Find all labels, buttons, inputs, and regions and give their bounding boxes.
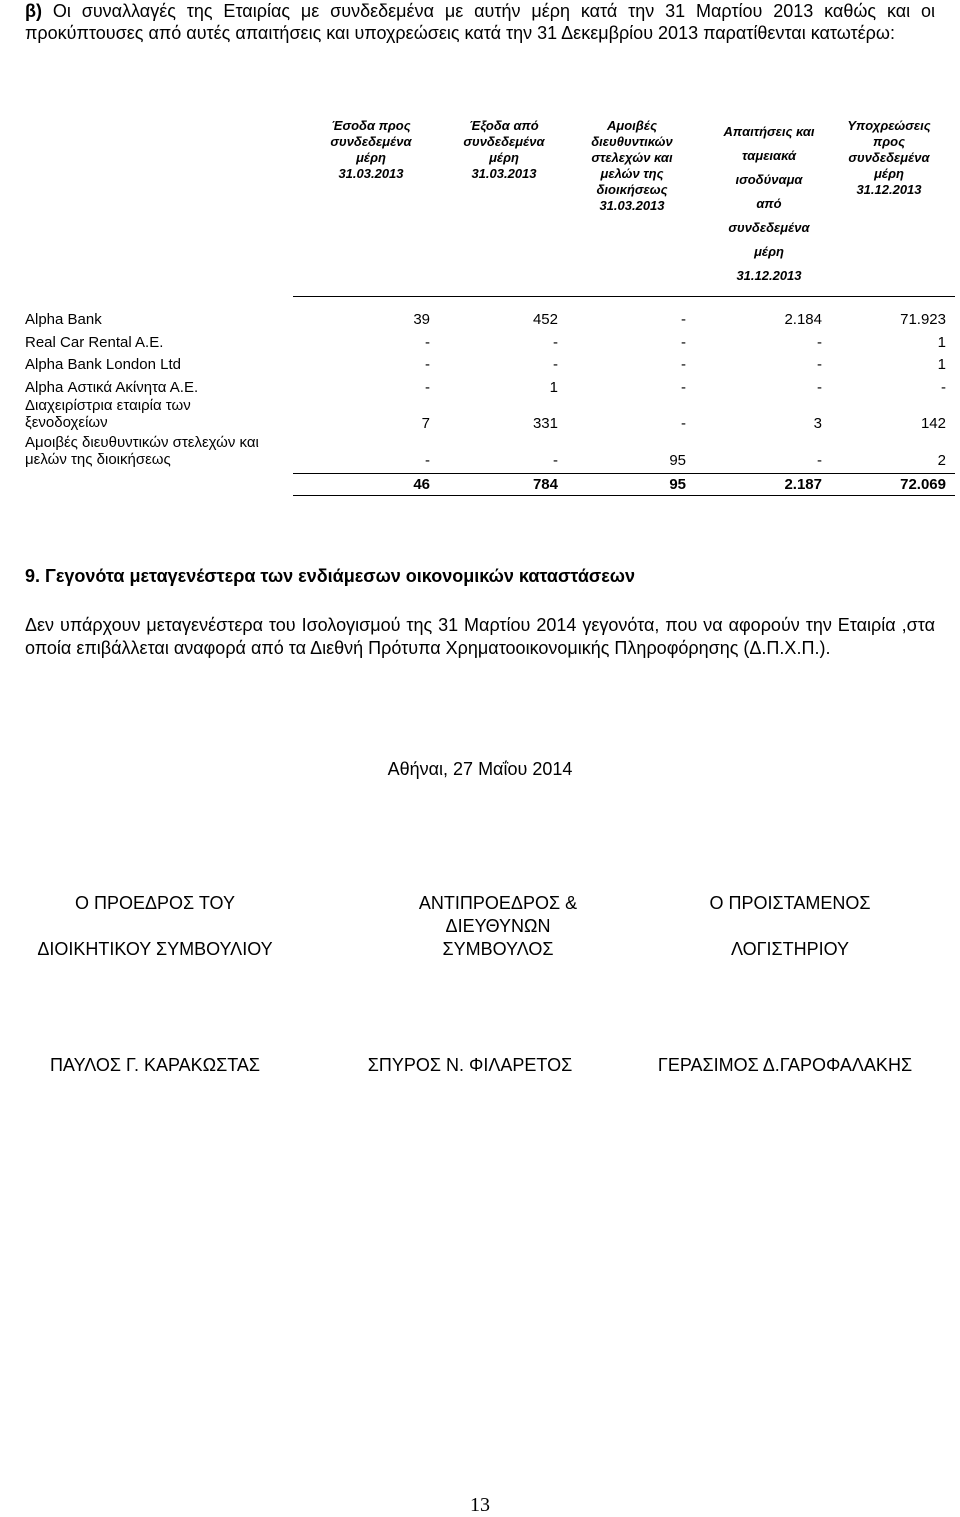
total-cell: 784 (532, 476, 558, 493)
column-header-management-fees: Αμοιβές διευθυντικών στελεχών και μελών της διοικήσεως 31.03.2013 (591, 118, 673, 213)
section-body: Δεν υπάρχουν μεταγενέστερα του Ισολογισμού της 31 Μαρτίου 2014 γεγονότα, που να αφορούν την Εταιρία ,στα οποία επιβάλλεται αναφορά από τα Διεθνή Πρότυπα Χρηματοοικονομικής Πληροφόρησης (Δ.Π.Χ.Π.). (25, 615, 935, 658)
signature-title-chairman: Ο ΠΡΟΕΔΡΟΣ ΤΟΥ ΔΙΟΙΚΗΤΙΚΟΥ ΣΥΜΒΟΥΛΙΟΥ (37, 893, 273, 959)
table-cell: 1 (937, 356, 946, 373)
row-label-alpha-bank-london: Alpha Bank London Ltd (25, 356, 181, 373)
table-cell: - (817, 452, 822, 469)
table-cell: - (425, 334, 430, 351)
total-cell: 46 (413, 476, 430, 493)
column-header-expenses: Έξοδα από συνδεδεμένα μέρη 31.03.2013 (463, 118, 545, 181)
table-cell: - (425, 452, 430, 469)
table-cell: 1 (937, 334, 946, 351)
table-cell: - (941, 379, 946, 396)
signature-title-chief-accountant: Ο ΠΡΟΙΣΤΑΜΕΝΟΣ ΛΟΓΙΣΤΗΡΙΟΥ (709, 893, 871, 959)
row-label-management-fees: Αμοιβές διευθυντικών στελεχών και μελών της διοικήσεως (25, 434, 259, 468)
signature-title-vice-chairman: ΑΝΤΙΠΡΟΕΔΡΟΣ & ΔΙΕΥΘΥΝΩΝ ΣΥΜΒΟΥΛΟΣ (418, 893, 578, 959)
table-cell: 3 (813, 415, 822, 432)
table-cell: - (553, 334, 558, 351)
signature-name-vice-chairman: ΣΠΥΡΟΣ Ν. ΦΙΛΑΡΕΤΟΣ (367, 1055, 573, 1075)
table-cell: 1 (549, 379, 558, 396)
total-cell: 72.069 (900, 476, 946, 493)
signature-name-chairman: ΠΑΥΛΟΣ Γ. ΚΑΡΑΚΩΣΤΑΣ (49, 1055, 261, 1075)
intro-prefix: β) (25, 1, 42, 21)
row-label-hotel-management: Διαχειρίστρια εταιρία των ξενοδοχείων (25, 397, 191, 431)
column-header-liabilities: Υποχρεώσεις προς συνδεδεμένα μέρη 31.12.2013 (847, 118, 931, 197)
table-cell: 2 (937, 452, 946, 469)
table-cell: - (681, 356, 686, 373)
table-cell: 142 (920, 415, 946, 432)
table-cell: - (553, 356, 558, 373)
table-cell: - (681, 379, 686, 396)
page-number: 13 (470, 1494, 490, 1516)
table-cell: - (425, 379, 430, 396)
place-date: Αθήναι, 27 Μαΐου 2014 (387, 759, 573, 779)
total-cell: 2.187 (784, 476, 822, 493)
table-cell: - (681, 334, 686, 351)
table-cell: - (681, 415, 686, 432)
column-header-receivables: Απαιτήσεις και ταμειακά ισοδύναμα από συνδεδεμένα μέρη 31.12.2013 (723, 124, 815, 283)
total-cell: 95 (669, 476, 686, 493)
table-cell: - (681, 311, 686, 328)
totals-top-rule (293, 473, 955, 474)
intro-paragraph (25, 0, 935, 44)
table-cell: 452 (532, 311, 558, 328)
row-label-real-car-rental: Real Car Rental A.E. (25, 334, 164, 351)
table-cell: 39 (413, 311, 430, 328)
table-cell: 95 (669, 452, 686, 469)
table-cell: - (553, 452, 558, 469)
row-label-alpha-real-estate: Alpha Αστικά Ακίνητα Α.Ε. (25, 379, 199, 396)
table-cell: 331 (532, 415, 558, 432)
table-cell: 71.923 (900, 311, 946, 328)
table-cell: - (425, 356, 430, 373)
totals-bottom-rule (293, 495, 955, 496)
table-cell: - (817, 379, 822, 396)
table-cell: 2.184 (784, 311, 822, 328)
section-title: 9. Γεγονότα μεταγενέστερα των ενδιάμεσων οικονομικών καταστάσεων (25, 566, 635, 586)
signature-name-chief-accountant: ΓΕΡΑΣΙΜΟΣ Δ.ΓΑΡΟΦΑΛΑΚΗΣ (657, 1055, 913, 1075)
table-top-rule (293, 296, 955, 297)
column-header-income: Έσοδα προς συνδεδεμένα μέρη 31.03.2013 (330, 118, 412, 181)
row-label-alpha-bank: Alpha Bank (25, 311, 102, 328)
table-cell: - (817, 334, 822, 351)
table-cell: 7 (421, 415, 430, 432)
intro-text: Οι συναλλαγές της Εταιρίας με συνδεδεμένα με αυτήν μέρη κατά την 31 Μαρτίου 2013 καθώς και οι προκύπτουσες από αυτές απαιτήσεις και υποχρεώσεις κατά την 31 Δεκεμβρίου 2013 παρατίθενται κατωτέρω: (25, 1, 935, 43)
table-cell: - (817, 356, 822, 373)
